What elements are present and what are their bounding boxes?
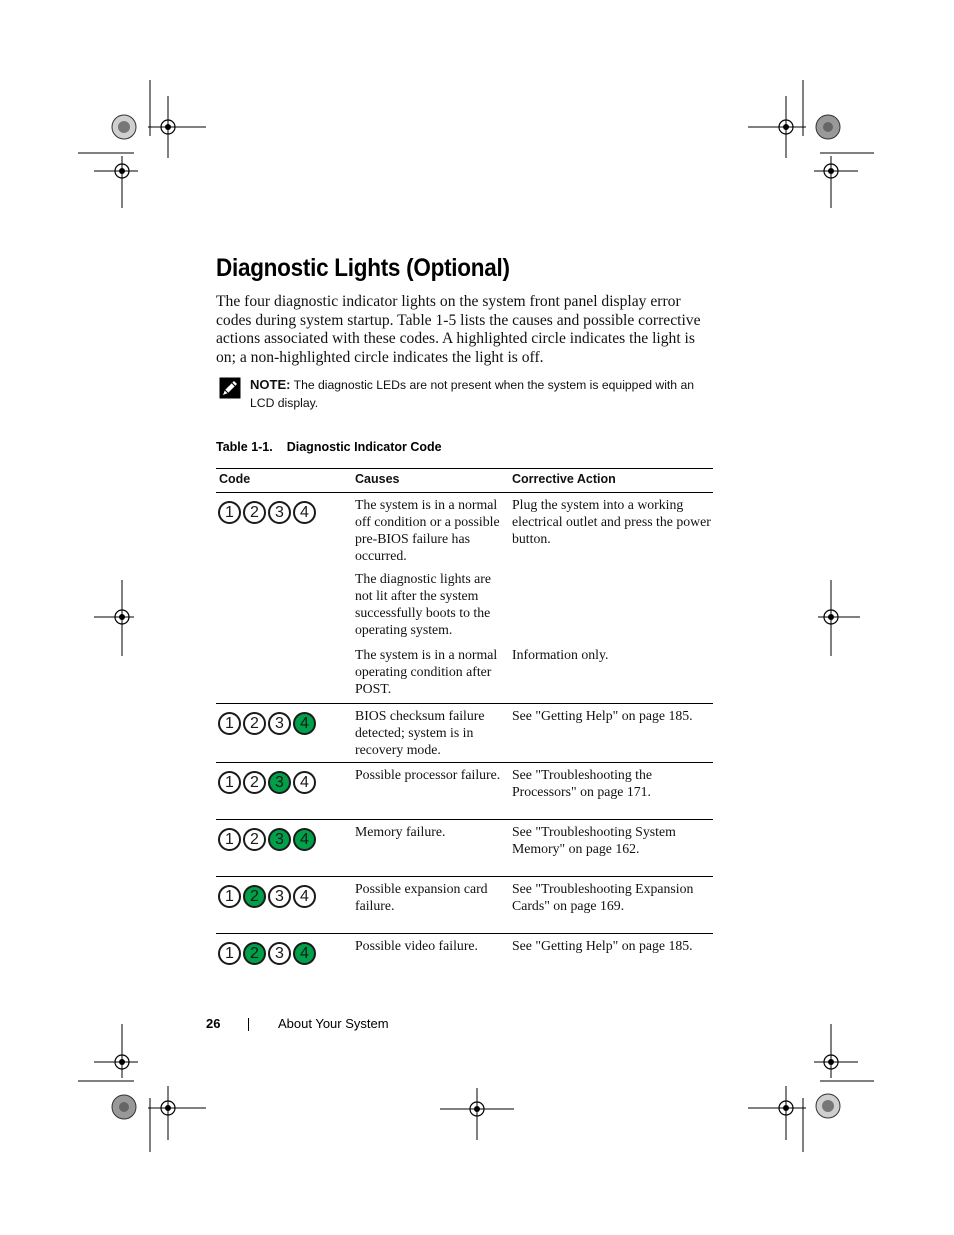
cause-text: Possible processor failure. [355,767,501,782]
action-text: See "Getting Help" on page 185. [512,708,693,723]
cause-text: BIOS checksum failure detected; system is in recovery mode. [355,708,485,757]
code-cell [216,704,352,762]
diagnostic-light-2: 2 [243,501,266,524]
cause-text: The diagnostic lights are not lit after the system successfully boots to the operating system. [355,571,492,637]
crop-marks-top-left [78,80,208,210]
action-text: Information only. [512,647,609,662]
led-indicator-group [218,885,352,908]
note-text-block [250,376,720,412]
diagnostic-light-3: 3 [268,942,291,965]
page-heading: Diagnostic Lights (Optional) [216,254,510,282]
table-row [216,934,713,976]
action-text: See "Troubleshooting System Memory" on page 162. [512,824,676,856]
diagnostic-light-3: 3 [268,501,291,524]
note-pencil-icon [219,377,241,404]
led-indicator-group [218,712,352,735]
crop-mark-bottom-center [438,1088,518,1144]
note-text: The diagnostic LEDs are not present when the system is equipped with an LCD display. [250,378,695,410]
table-caption-title: Diagnostic Indicator Code [286,440,442,454]
code-cell [216,763,352,819]
entry-pair [352,496,713,570]
diagnostic-light-1: 1 [218,828,241,851]
cause-text: Possible video failure. [355,938,478,953]
diagnostic-light-1: 1 [218,712,241,735]
column-header-action: Corrective Action [512,472,616,486]
cause-text: Memory failure. [355,824,446,839]
diagnostic-light-4: 4 [293,828,316,851]
diagnostic-light-4: 4 [293,712,316,735]
led-indicator-group [218,828,352,851]
diagnostic-light-1: 1 [218,942,241,965]
footer-section-title: About Your System [278,1016,389,1031]
action-text: See "Troubleshooting Expansion Cards" on page 169. [512,881,694,913]
cause-text: The system is in a normal off condition or a possible pre-BIOS failure has occurred. [355,497,500,563]
intro-paragraph: The four diagnostic indicator lights on the system front panel display error codes during system startup. Table 1-5 lists the causes and possible corrective actions associated with these codes. A highlighted circle indicates the light is on; a non-highlighted circle indicates the light is off. [216,293,701,366]
action-text: See "Getting Help" on page 185. [512,938,693,953]
table-row [216,820,713,877]
diagnostic-light-4: 4 [293,771,316,794]
diagnostic-light-2: 2 [243,712,266,735]
diagnostic-light-2: 2 [243,771,266,794]
table-row [216,704,713,763]
code-cell [216,934,352,976]
diagnostic-light-1: 1 [218,501,241,524]
led-indicator-group [218,501,352,524]
diagnostic-light-2: 2 [243,885,266,908]
crop-mark-middle-left [94,580,154,656]
diagnostic-light-1: 1 [218,771,241,794]
diagnostic-light-2: 2 [243,942,266,965]
entry-pair [352,570,713,646]
table-header-row [216,469,713,493]
cause-text: Possible expansion card failure. [355,881,488,913]
diagnostic-code-table [216,468,713,976]
crop-mark-middle-right [804,580,864,656]
diagnostic-light-4: 4 [293,942,316,965]
code-cell [216,493,352,703]
action-text: Plug the system into a working electrical outlet and press the power button. [512,497,711,546]
page-number: 26 [206,1016,221,1031]
diagnostic-light-3: 3 [268,712,291,735]
led-indicator-group [218,771,352,794]
table-row [216,763,713,820]
footer-divider [248,1018,249,1031]
diagnostic-light-1: 1 [218,885,241,908]
action-text: See "Troubleshooting the Processors" on page 171. [512,767,653,799]
table-row [216,493,713,704]
table-caption [216,440,442,454]
note-label: NOTE: [250,377,291,392]
crop-marks-top-right [746,80,876,210]
diagnostic-light-3: 3 [268,828,291,851]
cause-text: The system is in a normal operating condition after POST. [355,647,498,696]
crop-marks-bottom-left [78,1024,208,1154]
diagnostic-light-3: 3 [268,885,291,908]
entry-pair [352,646,713,697]
entries-cell [352,493,713,703]
diagnostic-light-2: 2 [243,828,266,851]
code-cell [216,820,352,876]
crop-marks-bottom-right [746,1024,876,1154]
diagnostic-light-3: 3 [268,771,291,794]
led-indicator-group [218,942,352,965]
code-cell [216,877,352,933]
action-text [509,570,713,646]
column-header-causes: Causes [355,472,400,486]
diagnostic-light-4: 4 [293,501,316,524]
table-caption-number: Table 1-1. [216,440,273,454]
table-row [216,877,713,934]
column-header-code: Code [219,472,251,486]
diagnostic-light-4: 4 [293,885,316,908]
